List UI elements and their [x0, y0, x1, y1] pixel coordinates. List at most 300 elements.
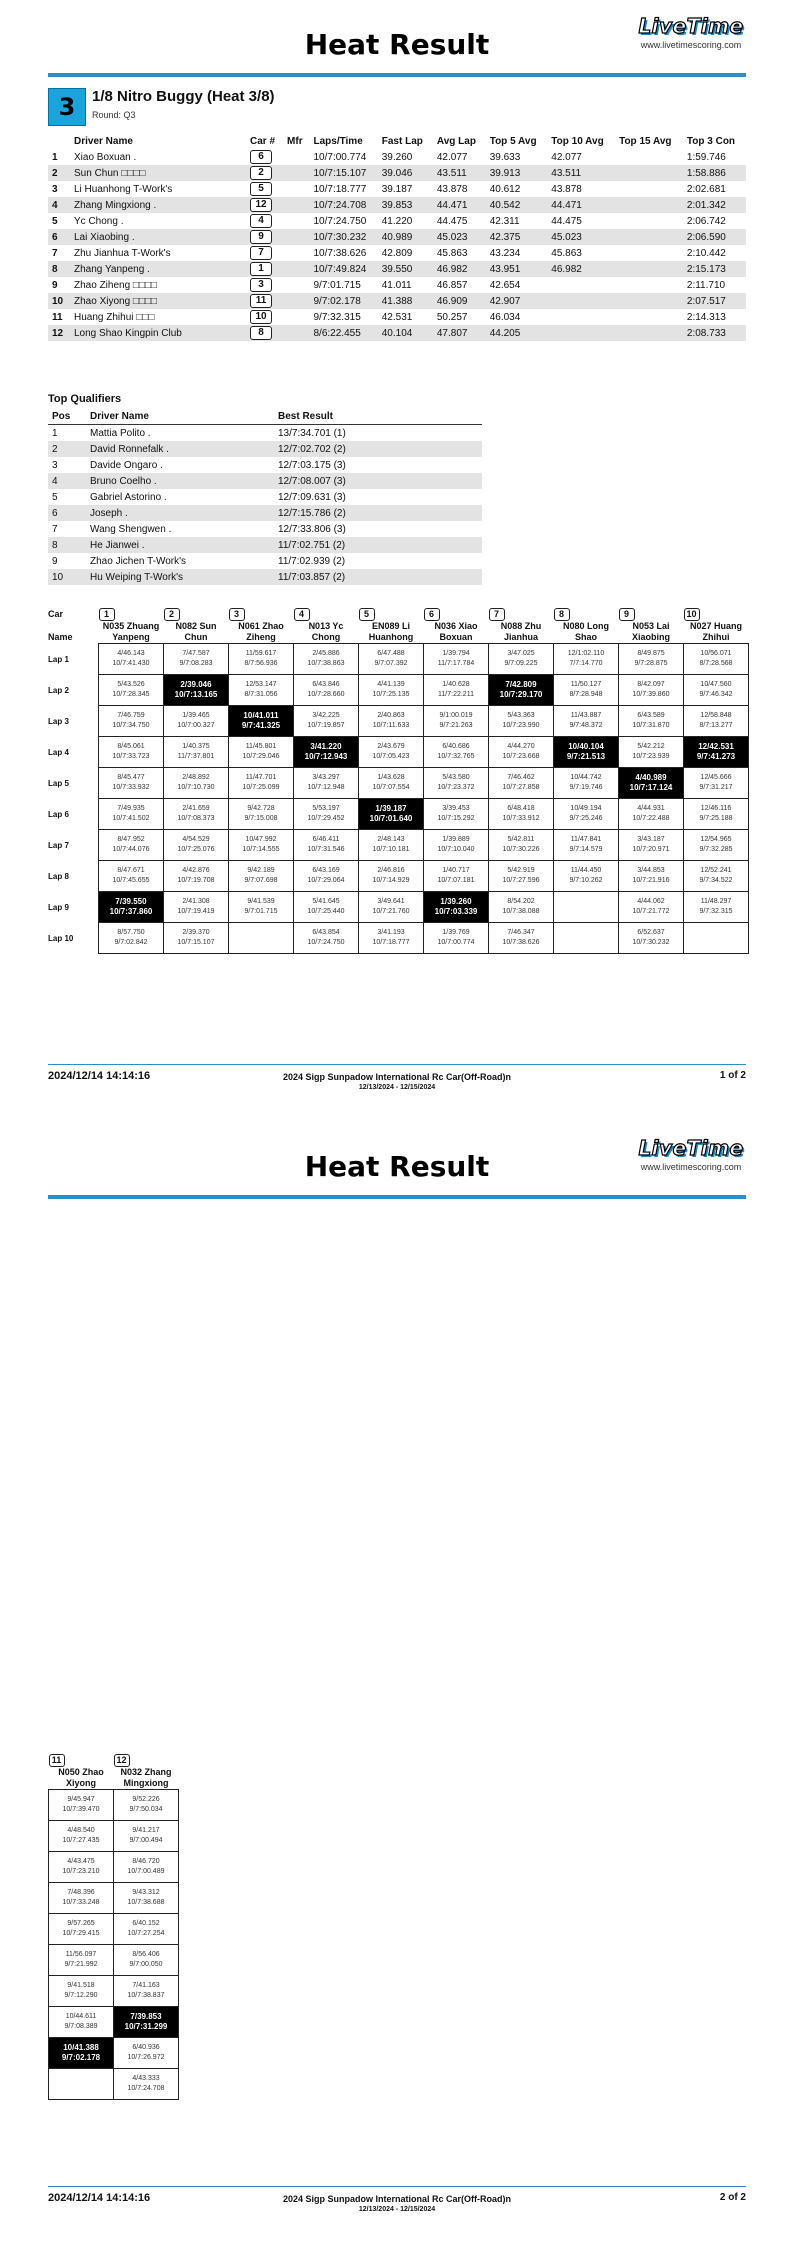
lap-grid-continued	[48, 1754, 179, 2100]
results-row	[48, 325, 746, 341]
lap-position-time: 10/41.011	[243, 711, 279, 720]
results-cell-driver: Zhang Yanpeng .	[70, 261, 246, 277]
lap-total: 9/7:08.389	[64, 2023, 98, 2030]
results-cell-avg: 46.857	[436, 279, 468, 291]
results-cell-top10: 42.077	[551, 151, 582, 163]
top-qualifier-driver: He Jianwei .	[86, 537, 274, 553]
results-row	[48, 165, 746, 181]
lap-position-time: 1/40.717	[442, 867, 470, 874]
lap-total: 10/7:19.419	[177, 908, 215, 915]
best-lap-cell	[684, 737, 749, 768]
lap-position-time: 2/41.659	[182, 805, 210, 812]
lap-grid-driver-header: N061 Zhao Ziheng	[238, 621, 284, 642]
lap-cell	[99, 737, 164, 768]
results-cell-fast: 42.531	[381, 311, 413, 323]
lap-cell	[99, 675, 164, 706]
lap-grid-row	[49, 1976, 179, 2007]
lap-position-time: 8/54.202	[507, 898, 535, 905]
lap-total: 9/7:07.698	[244, 877, 278, 884]
footer-event-dates: 12/13/2024 - 12/15/2024	[358, 2206, 436, 2213]
lap-cell	[619, 830, 684, 861]
lap-cell	[164, 861, 229, 892]
car-number-badge: 11	[250, 294, 272, 308]
lap-grid-row	[49, 1945, 179, 1976]
lap-cell	[359, 737, 424, 768]
lap-total: 10/7:14.929	[372, 877, 410, 884]
results-cell-top15	[615, 325, 683, 341]
lap-cell	[294, 892, 359, 923]
lap-grid-row	[49, 1883, 179, 1914]
lap-position-time: 7/39.853	[130, 2012, 162, 2021]
lap-cell	[294, 644, 359, 675]
top-qualifier-row	[48, 537, 482, 553]
lap-grid-car-header	[554, 608, 619, 621]
lap-total: 10/7:21.772	[632, 908, 670, 915]
results-cell-laps: 10/7:00.774	[313, 151, 367, 163]
car-number-badge: 8	[554, 608, 570, 621]
lap-total: 9/7:46.342	[699, 691, 733, 698]
lap-position-time: 3/43.297	[312, 774, 340, 781]
car-number-badge: 3	[229, 608, 245, 621]
lap-cell	[359, 706, 424, 737]
top-qualifier-driver: Davide Ongaro .	[90, 459, 163, 471]
lap-grid-row	[49, 1852, 179, 1883]
lap-total: 10/7:33.723	[112, 753, 150, 760]
lap-grid-row	[48, 923, 749, 954]
results-cell-fast: 39.046	[378, 165, 433, 181]
lap-label: Lap 9	[48, 902, 69, 912]
lap-position-time: 2/48.143	[377, 836, 405, 843]
top-qualifier-driver: Joseph .	[86, 505, 274, 521]
header-rule	[48, 1195, 746, 1199]
lap-cell	[229, 644, 294, 675]
lap-cell	[619, 799, 684, 830]
lap-total: 10/7:29.064	[307, 877, 345, 884]
results-cell-top15	[615, 277, 683, 293]
lap-position-time: 3/41.220	[310, 742, 342, 751]
lap-grid-car-header	[229, 608, 294, 621]
lap-cell	[489, 644, 554, 675]
top-qualifier-best: 11/7:02.751 (2)	[274, 537, 482, 553]
lap-cell	[164, 768, 229, 799]
top-qualifier-row	[48, 425, 482, 442]
lap-cell	[229, 675, 294, 706]
lap-position-time: 3/49.641	[377, 898, 405, 905]
lap-position-time: 4/43.475	[67, 1858, 95, 1865]
lap-cell	[359, 830, 424, 861]
lap-position-time: 5/42.919	[507, 867, 535, 874]
lap-position-time: 1/39.260	[440, 897, 472, 906]
lap-position-time: 9/43.312	[132, 1889, 160, 1896]
lap-total: 10/7:30.232	[632, 939, 670, 946]
lap-cell	[489, 737, 554, 768]
lap-cell	[164, 706, 229, 737]
lap-position-time: 6/43.854	[312, 929, 340, 936]
car-number-badge: 5	[250, 182, 272, 196]
lap-grid-corner-car: Car	[48, 609, 64, 619]
car-number-badge: 4	[294, 608, 310, 621]
lap-total: 9/7:14.579	[569, 846, 603, 853]
top-qualifier-row	[48, 569, 482, 585]
lap-position-time: 5/42.811	[507, 836, 535, 843]
lap-cell	[619, 737, 684, 768]
results-cell-fast: 42.809	[381, 247, 413, 259]
best-lap-cell	[489, 675, 554, 706]
results-cell-avg: 43.878	[436, 183, 468, 195]
lap-total: 10/7:27.858	[502, 784, 540, 791]
lap-cell	[554, 644, 619, 675]
results-cell-top3con: 2:02.681	[686, 183, 726, 195]
results-cell-driver: Xiao Boxuan .	[74, 151, 137, 163]
lap-position-time: 1/39.889	[442, 836, 470, 843]
heat-round: Round: Q3	[92, 110, 136, 120]
lap-total: 9/7:02.842	[114, 939, 148, 946]
lap-grid-car-header	[684, 608, 749, 621]
lap-grid-name-row	[48, 621, 749, 644]
results-cell-fast: 41.011	[381, 279, 412, 291]
top-qualifier-best: 11/7:03.857 (2)	[274, 569, 482, 585]
lap-total: 10/7:10.181	[372, 846, 410, 853]
lap-total: 10/7:31.299	[124, 2022, 168, 2031]
car-number-badge: 9	[619, 608, 635, 621]
lap-total: 10/7:20.971	[632, 846, 670, 853]
lap-cell	[489, 892, 554, 923]
lap-position-time: 6/40.936	[132, 2044, 160, 2051]
results-cell-mfr	[283, 213, 309, 229]
page-2	[0, 1122, 794, 2244]
results-cell-mfr	[283, 325, 309, 341]
results-cell-mfr	[283, 245, 309, 261]
lap-total: 10/7:25.440	[307, 908, 345, 915]
car-number-badge: 10	[250, 310, 272, 324]
lap-cell	[489, 830, 554, 861]
lap-cell	[489, 768, 554, 799]
lap-total: 10/7:24.750	[307, 939, 345, 946]
lap-total: 10/7:33.912	[502, 815, 540, 822]
empty-lap-cell	[229, 923, 294, 954]
lap-label: Lap 2	[48, 685, 69, 695]
lap-position-time: 1/43.628	[377, 774, 405, 781]
lap-position-time: 12/42.531	[698, 742, 734, 751]
lap-position-time: 8/45.477	[117, 774, 145, 781]
lap-total: 10/7:25.135	[372, 691, 410, 698]
lap-total: 10/7:00.774	[437, 939, 475, 946]
top-qualifiers-col-header: Driver Name	[86, 409, 274, 425]
lap-cell	[114, 1852, 179, 1883]
top-qualifier-pos: 6	[48, 505, 86, 521]
lap-total: 10/7:27.254	[127, 1930, 165, 1937]
lap-cell	[424, 861, 489, 892]
lap-position-time: 6/46.411	[312, 836, 340, 843]
lap-total: 9/7:25.188	[699, 815, 733, 822]
lap-grid-car-header	[489, 608, 554, 621]
results-cell-mfr	[283, 293, 309, 309]
lap-position-time: 8/57.750	[117, 929, 145, 936]
results-cell-fast: 41.388	[378, 293, 433, 309]
logo-url: www.livetimescoring.com	[640, 40, 742, 50]
results-cell-pos: 4	[48, 197, 70, 213]
lap-total: 10/7:11.633	[372, 722, 410, 729]
results-cell-avg: 50.257	[436, 311, 468, 323]
lap-label: Lap 6	[48, 809, 69, 819]
results-cell-top10	[547, 293, 615, 309]
results-cell-pos: 7	[52, 247, 58, 259]
lap-grid-row	[48, 768, 749, 799]
lap-position-time: 4/42.876	[182, 867, 210, 874]
lap-position-time: 11/56.097	[65, 1951, 97, 1958]
results-cell-top15	[615, 309, 683, 325]
page-header	[48, 1122, 746, 1200]
lap-position-time: 9/52.226	[132, 1796, 160, 1803]
lap-position-time: 5/53.197	[312, 805, 340, 812]
footer-event-dates: 12/13/2024 - 12/15/2024	[358, 1084, 436, 1091]
top-qualifier-driver: Wang Shengwen .	[90, 523, 172, 535]
results-cell-avg: 45.023	[433, 229, 486, 245]
lap-total: 10/7:39.860	[632, 691, 670, 698]
lap-grid-car-header	[359, 608, 424, 621]
lap-position-time: 9/1:00.019	[439, 712, 473, 719]
top-qualifier-row	[48, 505, 482, 521]
lap-position-time: 12/54.965	[700, 836, 732, 843]
lap-total: 9/7:08.283	[179, 660, 213, 667]
results-cell-top5: 42.311	[489, 215, 520, 227]
lap-cell	[164, 737, 229, 768]
results-cell-avg: 45.863	[436, 247, 468, 259]
top-qualifier-pos: 4	[48, 473, 86, 489]
lap-cell	[164, 799, 229, 830]
empty-lap-cell	[49, 2069, 114, 2100]
top-qualifier-driver: Hu Weiping T-Work's	[86, 569, 274, 585]
results-cell-laps: 9/7:02.178	[309, 293, 377, 309]
results-col-header: Top 15 Avg	[619, 135, 672, 147]
results-cell-top15	[615, 149, 683, 165]
results-cell-top15	[615, 261, 683, 277]
lap-total: 10/7:07.181	[437, 877, 475, 884]
results-row	[48, 197, 746, 213]
lap-cell	[489, 706, 554, 737]
best-lap-cell	[294, 737, 359, 768]
lap-position-time: 1/39.187	[375, 804, 407, 813]
lap-total: 10/7:18.777	[372, 939, 410, 946]
results-body	[48, 149, 746, 341]
results-cell-top5: 43.951	[486, 261, 548, 277]
lap-total: 10/7:22.488	[632, 815, 670, 822]
lap-position-time: 10/44.611	[65, 2013, 97, 2020]
results-cell-laps: 10/7:15.107	[309, 165, 377, 181]
lap-total: 9/7:25.246	[569, 815, 603, 822]
lap-grid-row	[48, 861, 749, 892]
lap-cell	[684, 799, 749, 830]
lap-position-time: 7/41.163	[132, 1982, 160, 1989]
lap-position-time: 4/44.931	[637, 805, 665, 812]
results-cell-top3con: 2:14.313	[686, 311, 726, 323]
results-col-header: Driver Name	[74, 135, 133, 147]
results-cell-driver: Zhang Mingxiong .	[70, 197, 246, 213]
lap-total: 10/7:14.555	[242, 846, 280, 853]
results-cell-top10: 46.982	[547, 261, 615, 277]
lap-total: 10/7:29.046	[242, 753, 280, 760]
lap-position-time: 3/43.187	[637, 836, 665, 843]
results-cell-laps: 9/7:32.315	[313, 311, 361, 323]
lap-total: 11/7:17.784	[437, 660, 475, 667]
results-cell-top10: 45.863	[551, 247, 582, 259]
lap-grid-driver-header: N027 Huang Zhihui	[689, 621, 742, 642]
lap-position-time: 10/41.388	[63, 2043, 99, 2052]
results-cell-fast: 40.104	[378, 325, 433, 341]
lap-total: 9/7:12.290	[64, 1992, 98, 1999]
lap-position-time: 1/39.769	[442, 929, 470, 936]
lap-position-time: 11/43.887	[570, 712, 602, 719]
lap-cell	[619, 923, 684, 954]
lap-cell	[294, 706, 359, 737]
lap-position-time: 12/53.147	[245, 681, 277, 688]
lap-grid-driver-header: N053 Lai Xiaobing	[632, 621, 670, 642]
lap-cell	[114, 1914, 179, 1945]
footer-date: 2024/12/14 14:14:16	[48, 2192, 151, 2204]
results-cell-top3con: 2:15.173	[683, 261, 746, 277]
results-cell-top3con: 2:01.342	[683, 197, 746, 213]
top-qualifier-best: 12/7:09.631 (3)	[278, 491, 346, 503]
top-qualifier-row	[48, 553, 482, 569]
lap-position-time: 12/58.848	[700, 712, 732, 719]
results-cell-car	[246, 277, 283, 293]
lap-total: 9/7:32.285	[699, 846, 733, 853]
lap-cell	[684, 706, 749, 737]
footer-event: 2024 Sigp Sunpadow International Rc Car(Off-Road)n	[282, 2194, 512, 2204]
lap-position-time: 8/49.875	[637, 650, 665, 657]
lap-position-time: 7/39.550	[115, 897, 147, 906]
lap-position-time: 9/41.217	[132, 1827, 160, 1834]
lap-position-time: 8/45.061	[117, 743, 145, 750]
lap-cell	[554, 768, 619, 799]
lap-grid-driver-header: N013 Yc Chong	[308, 621, 344, 642]
lap-cell	[99, 644, 164, 675]
lap-cell	[164, 892, 229, 923]
results-cell-top10: 43.511	[547, 165, 615, 181]
results-cell-mfr	[283, 165, 309, 181]
lap-position-time: 8/47.952	[117, 836, 145, 843]
car-number-badge: 1	[99, 608, 115, 621]
results-cell-driver: Long Shao Kingpin Club	[70, 325, 246, 341]
lap-grid-driver-header: N082 Sun Chun	[175, 621, 217, 642]
lap-total: 10/7:12.948	[307, 784, 345, 791]
lap-cell	[684, 675, 749, 706]
lap-grid-driver-header: N080 Long Shao	[562, 621, 609, 642]
results-cell-top5: 40.542	[486, 197, 548, 213]
lap-grid-driver-header: N088 Zhu Jianhua	[500, 621, 542, 642]
results-cell-avg: 43.511	[433, 165, 486, 181]
results-row	[48, 213, 746, 229]
results-cell-top5: 42.654	[489, 279, 521, 291]
lap-position-time: 4/41.139	[377, 681, 405, 688]
page-footer	[48, 1064, 746, 1094]
lap-cell	[294, 923, 359, 954]
lap-cell	[49, 1976, 114, 2007]
results-cell-car	[246, 165, 283, 181]
results-cell-avg: 46.982	[433, 261, 486, 277]
lap-cell	[619, 861, 684, 892]
lap-grid-row	[49, 2038, 179, 2069]
car-number-badge: 1	[250, 262, 272, 276]
lap-position-time: 11/50.127	[570, 681, 602, 688]
lap-cell	[294, 675, 359, 706]
lap-cell	[684, 892, 749, 923]
lap-cell	[619, 675, 684, 706]
results-cell-top10: 45.023	[547, 229, 615, 245]
lap-total: 10/7:19.857	[307, 722, 345, 729]
lap-total: 11/7:22.211	[438, 691, 474, 698]
results-cell-driver: Sun Chun □□□□	[70, 165, 246, 181]
lap-position-time: 3/44.853	[637, 867, 665, 874]
lap-cell	[359, 923, 424, 954]
lap-cell	[684, 644, 749, 675]
top-qualifier-driver: David Ronnefalk .	[86, 441, 274, 457]
lap-total: 10/7:41.502	[112, 815, 150, 822]
lap-cell	[684, 768, 749, 799]
top-qualifier-pos: 10	[48, 569, 86, 585]
lap-position-time: 2/48.892	[182, 774, 210, 781]
car-number-badge: 11	[49, 1754, 65, 1767]
lap-position-time: 7/46.347	[507, 929, 535, 936]
lap-cell	[359, 892, 424, 923]
page-title: Heat Result	[304, 1150, 490, 1183]
top-qualifier-pos: 7	[52, 523, 58, 535]
results-cell-top5: 40.612	[489, 183, 521, 195]
car-number-badge: 2	[164, 608, 180, 621]
best-lap-cell	[114, 2007, 179, 2038]
lap-total: 10/7:08.373	[177, 815, 215, 822]
lap-cell	[684, 830, 749, 861]
lap-total: 7/7:14.770	[569, 660, 603, 667]
footer-rule	[48, 2186, 746, 2187]
lap-cell	[164, 644, 229, 675]
lap-label: Lap 3	[48, 716, 69, 726]
lap-cell	[424, 675, 489, 706]
lap-cell	[99, 923, 164, 954]
results-cell-laps: 10/7:30.232	[309, 229, 377, 245]
lap-total: 10/7:33.932	[112, 784, 150, 791]
results-cell-pos: 11	[52, 311, 63, 323]
lap-total: 9/7:00.050	[129, 1961, 163, 1968]
results-cell-car	[246, 293, 283, 309]
lap-total: 9/7:48.372	[569, 722, 603, 729]
results-cell-pos: 5	[52, 215, 58, 227]
logo-text: LiveTime	[638, 14, 744, 38]
lap-total: 9/7:28.875	[634, 660, 668, 667]
lap-grid-car-header	[424, 608, 489, 621]
best-lap-cell	[164, 675, 229, 706]
lap-position-time: 2/40.863	[377, 712, 405, 719]
results-cell-top10: 44.471	[547, 197, 615, 213]
lap-total: 10/7:21.916	[632, 877, 670, 884]
lap-position-time: 7/42.809	[505, 680, 537, 689]
results-row	[48, 229, 746, 245]
results-cell-pos: 2	[48, 165, 70, 181]
lap-position-time: 7/46.462	[507, 774, 535, 781]
footer-date: 2024/12/14 14:14:16	[48, 1070, 151, 1082]
lap-grid-row	[49, 1790, 179, 1821]
results-cell-pos: 1	[52, 151, 58, 163]
top-qualifier-best: 12/7:33.806 (3)	[278, 523, 346, 535]
lap-cell	[229, 737, 294, 768]
lap-position-time: 4/40.989	[635, 773, 667, 782]
results-cell-pos: 9	[52, 279, 58, 291]
car-number-badge: 8	[250, 326, 272, 340]
lap-position-time: 8/47.671	[117, 867, 145, 874]
lap-cell	[489, 861, 554, 892]
results-cell-top3con: 2:11.710	[686, 279, 726, 291]
lap-position-time: 7/49.935	[117, 805, 145, 812]
